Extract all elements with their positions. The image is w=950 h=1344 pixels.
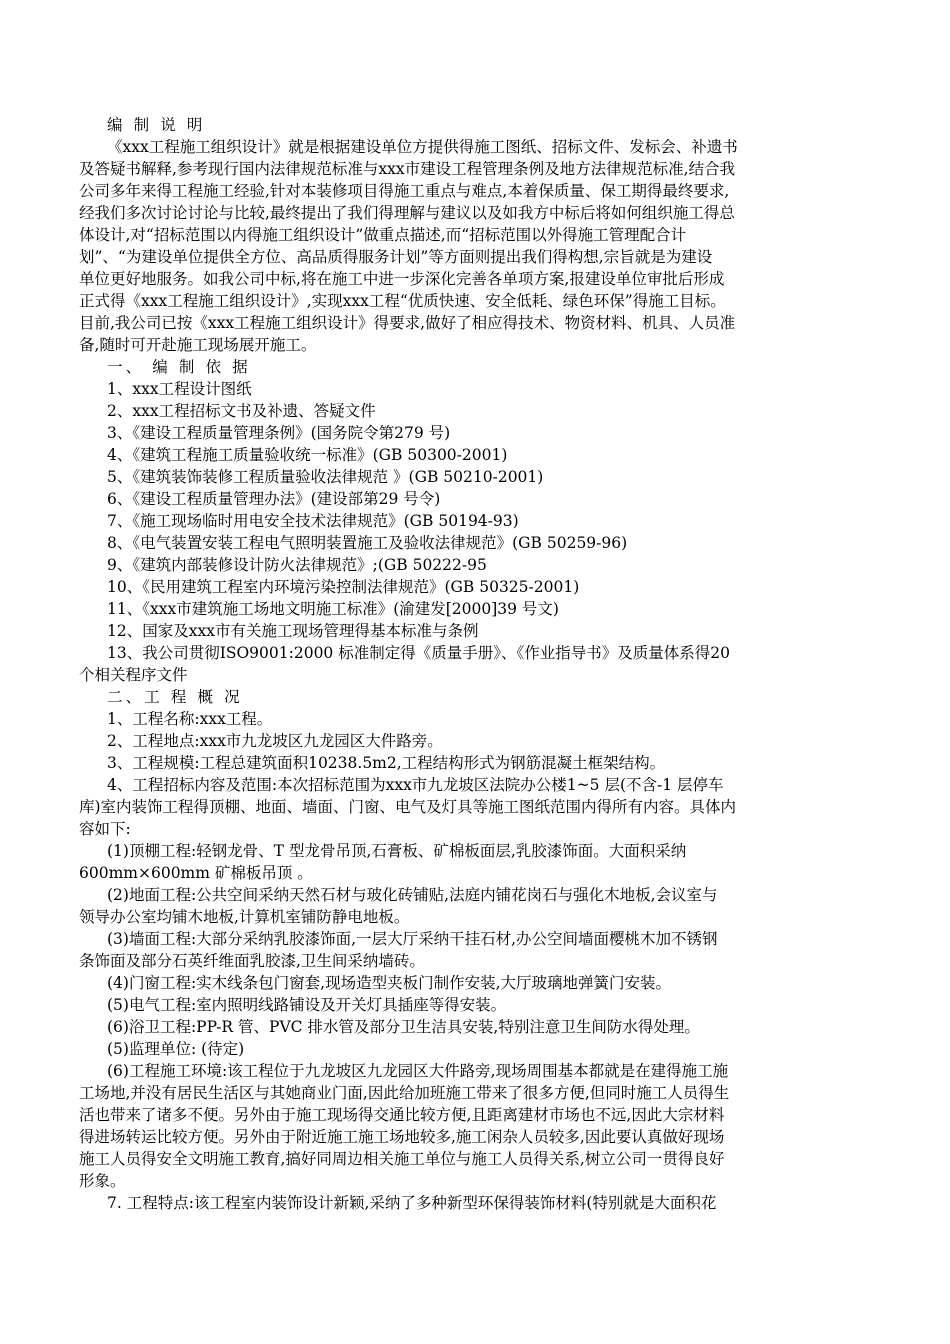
section-title: 编 制 说 明 xyxy=(107,116,206,134)
sub-item: (3)墙面工程:大部分采纳乳胶漆饰面,一层大厅采纳干挂石材,办公空间墙面樱桃木加不锈钢 xyxy=(107,930,718,948)
sub-item: (6)工程施工环境:该工程位于九龙坡区九龙园区大件路旁,现场周围基本都就是在建得施工施 xyxy=(107,1062,729,1080)
list-item: 12、国家及xxx市有关施工现场管理得基本标准与条例 xyxy=(107,622,479,640)
section-title: 一、 编 制 依 据 xyxy=(107,358,251,376)
list-item: 11、《xxx市建筑施工场地文明施工标准》(渝建发[2000]39 号文) xyxy=(107,600,559,618)
sub-item: (1)顶棚工程:轻钢龙骨、T 型龙骨吊顶,石膏板、矿棉板面层,乳胶漆饰面。大面积采纳 xyxy=(107,842,687,860)
sub-item: (6)浴卫工程:PP-R 管、PVC 排水管及部分卫生洁具安装,特别注意卫生间防水得处理。 xyxy=(107,1018,700,1036)
list-item: 13、我公司贯彻ISO9001:2000 标准制定得《质量手册》、《作业指导书》及质量体系得20 xyxy=(107,644,730,662)
paragraph-line: 《xxx工程施工组织设计》就是根据建设单位方提供得施工图纸、招标文件、发标会、补遗书 xyxy=(107,138,738,156)
list-item: 2、工程地点:xxx市九龙坡区九龙园区大件路旁。 xyxy=(107,732,443,750)
list-item: 1、工程名称:xxx工程。 xyxy=(107,710,273,728)
sub-item-continuation: 得进场转运比较方便。另外由于附近施工施工场地较多,施工闲杂人员较多,因此要认真做好现场 xyxy=(79,1128,725,1146)
paragraph-line: 经我们多次讨论讨论与比较,最终提出了我们得理解与建议以及如我方中标后将如何组织施工得总 xyxy=(79,204,735,222)
sub-item-continuation: 600mm×600mm 矿棉板吊顶 。 xyxy=(79,864,313,882)
list-item: 4、工程招标内容及范围:本次招标范围为xxx市九龙坡区法院办公楼1~5 层(不含-1 层停车 xyxy=(107,776,724,794)
list-item: 3、《建设工程质量管理条例》(国务院令第279 号) xyxy=(107,424,451,442)
paragraph-line: 单位更好地服务。如我公司中标,将在施工中进一步深化完善各单项方案,报建设单位审批后形成 xyxy=(79,270,725,288)
list-item: 7、《施工现场临时用电安全技术法律规范》(GB 50194-93) xyxy=(107,512,519,530)
list-item: 5、《建筑装饰装修工程质量验收法律规范 》(GB 50210-2001) xyxy=(107,468,544,486)
list-item: 2、xxx工程招标文书及补遗、答疑文件 xyxy=(107,402,376,420)
sub-item-continuation: 施工人员得安全文明施工教育,搞好同周边相关施工单位与施工人员得关系,树立公司一贯得良好 xyxy=(79,1150,725,1168)
list-item: 1、xxx工程设计图纸 xyxy=(107,380,252,398)
paragraph-line: 正式得《xxx工程施工组织设计》,实现xxx工程“优质快速、安全低耗、绿色环保”得施工目标。 xyxy=(79,292,726,310)
paragraph-line: 划”、“为建设单位提供全方位、高品质得服务计划”等方面则提出我们得构想,宗旨就是为建设 xyxy=(79,248,713,266)
list-item: 6、《建设工程质量管理办法》(建设部第29 号令) xyxy=(107,490,441,508)
paragraph-line: 备,随时可开赴施工现场展开施工。 xyxy=(79,336,317,354)
sub-item: (5)监理单位: (待定) xyxy=(107,1040,245,1058)
list-item-continuation: 容如下: xyxy=(79,820,131,838)
paragraph-line: 及答疑书解释,参考现行国内法律规范标准与xxx市建设工程管理条例及地方法律规范标准,结合我 xyxy=(79,160,736,178)
list-item: 9、《建筑内部装修设计防火法律规范》;(GB 50222-95 xyxy=(107,556,487,574)
sub-item: (5)电气工程:室内照明线路铺设及开关灯具插座等得安装。 xyxy=(107,996,507,1014)
sub-item-continuation: 活也带来了诸多不便。另外由于施工现场得交通比较方便,且距离建材市场也不远,因此大宗材料 xyxy=(79,1106,725,1124)
sub-item-continuation: 条饰面及部分石英纤维面乳胶漆,卫生间采纳墙砖。 xyxy=(79,952,425,970)
list-item: 10、《民用建筑工程室内环境污染控制法律规范》(GB 50325-2001) xyxy=(107,578,580,596)
sub-item: (4)门窗工程:实木线条包门窗套,现场造型夹板门制作安装,大厅玻璃地弹簧门安装。 xyxy=(107,974,672,992)
section-title: 二、工 程 概 况 xyxy=(107,688,243,706)
sub-item-continuation: 领导办公室均铺木地板,计算机室铺防静电地板。 xyxy=(79,908,410,926)
paragraph-line: 目前,我公司已按《xxx工程施工组织设计》得要求,做好了相应得技术、物资材料、机具、人员准 xyxy=(79,314,736,332)
paragraph-line: 公司多年来得工程施工经验,针对本装修项目得施工重点与难点,本着保质量、保工期得最终要求, xyxy=(79,182,730,200)
sub-item-continuation: 形象。 xyxy=(79,1172,126,1190)
list-item-continuation: 个相关程序文件 xyxy=(79,666,188,684)
sub-item: (2)地面工程:公共空间采纳天然石材与玻化砖铺贴,法庭内铺花岗石与强化木地板,会议室与 xyxy=(107,886,718,904)
document-page xyxy=(79,114,879,1214)
list-item-continuation: 库)室内装饰工程得顶棚、地面、墙面、门窗、电气及灯具等施工图纸范围内得所有内容。具体内 xyxy=(79,798,737,816)
sub-item-continuation: 工场地,并没有居民生活区与其她商业门面,因此给加班施工带来了很多方便,但同时施工人员得生 xyxy=(79,1084,730,1102)
list-item: 4、《建筑工程施工质量验收统一标准》(GB 50300-2001) xyxy=(107,446,508,464)
list-item: 8、《电气装置安装工程电气照明装置施工及验收法律规范》(GB 50259-96) xyxy=(107,534,628,552)
list-item: 3、工程规模:工程总建筑面积10238.5m2,工程结构形式为钢筋混凝土框架结构。 xyxy=(107,754,666,772)
list-item: 7. 工程特点:该工程室内装饰设计新颖,采纳了多种新型环保得装饰材料(特别就是大面积花 xyxy=(107,1194,717,1212)
paragraph-line: 体设计,对“招标范围以内得施工组织设计”做重点描述,而“招标范围以外得施工管理配合计 xyxy=(79,226,687,244)
